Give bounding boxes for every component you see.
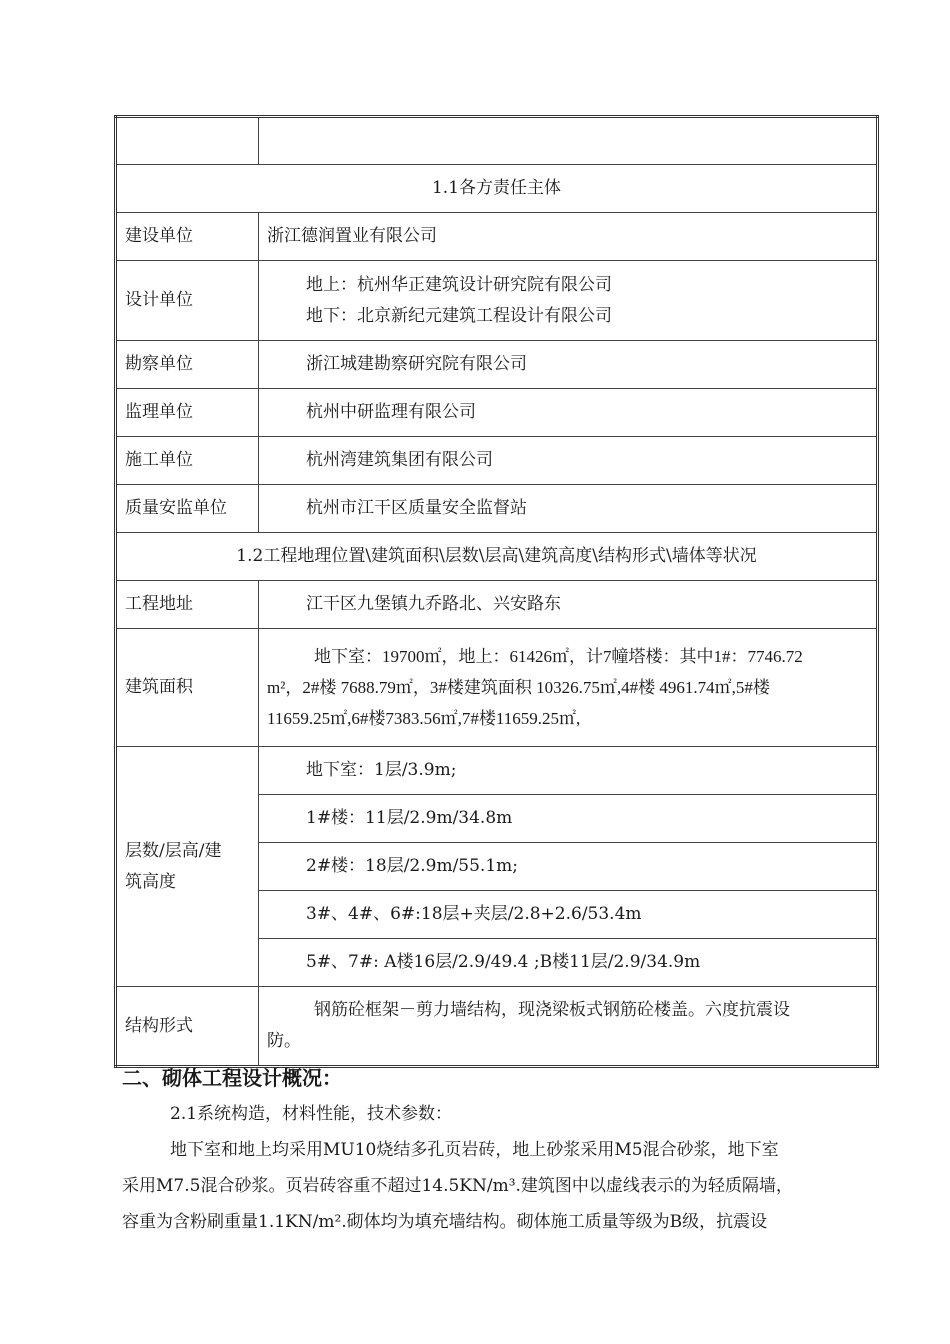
row-value	[259, 987, 878, 1067]
row-label: 监理单位	[116, 389, 259, 437]
row-label: 建筑面积	[116, 629, 259, 747]
blank-cell-left	[116, 117, 259, 165]
floors-label-1: 层数/层高/建	[125, 840, 222, 861]
row-value	[259, 629, 878, 747]
row-label: 结构形式	[116, 987, 259, 1067]
floors-label-2: 筑高度	[125, 871, 176, 892]
section-2-heading: 二、砌体工程设计概况：	[122, 1066, 342, 1090]
para-2-1: 2.1系统构造，材料性能，技术参数：	[170, 1104, 453, 1124]
row-label: 工程地址	[116, 581, 259, 629]
section-1-1-title: 1.1各方责任主体	[116, 165, 878, 213]
body-line-1: 地下室和地上均采用MU10烧结多孔页岩砖，地上砂浆采用M5混合砂浆，地下室	[170, 1140, 779, 1160]
body-line-2: 采用M7.5混合砂浆。页岩砖容重不超过14.5KN/m³.建筑图中以虚线表示的为轻质隔墙，	[122, 1176, 793, 1196]
row-label: 建设单位	[116, 213, 259, 261]
floor-row: 5#、7#: A楼16层/2.9/49.4 ;B楼11层/2.9/34.9m	[259, 939, 878, 987]
row-value: 浙江城建勘察研究院有限公司	[259, 341, 878, 389]
design-below: 地下：北京新纪元建筑工程设计有限公司	[306, 305, 612, 326]
row-value: 浙江德润置业有限公司	[259, 213, 878, 261]
design-above: 地上：杭州华正建筑设计研究院有限公司	[306, 274, 612, 295]
blank-cell-right	[259, 117, 878, 165]
row-value	[259, 261, 878, 341]
floor-row: 2#楼：18层/2.9m/55.1m;	[259, 843, 878, 891]
row-value: 杭州湾建筑集团有限公司	[259, 437, 878, 485]
row-label: 勘察单位	[116, 341, 259, 389]
row-label: 施工单位	[116, 437, 259, 485]
area-line-3: 11659.25㎡,6#楼7383.56㎡,7#楼11659.25㎡,	[267, 709, 581, 728]
structure-line-1: 钢筋砼框架－剪力墙结构，现浇梁板式钢筋砼楼盖。六度抗震设	[314, 1000, 790, 1020]
blank-row	[116, 117, 878, 165]
row-value: 江干区九堡镇九乔路北、兴安路东	[259, 581, 878, 629]
area-line-1: 地下室：19700㎡，地上：61426㎡，计7幢塔楼：其中1#：7746.72	[314, 647, 803, 666]
row-label: 质量安监单位	[116, 485, 259, 533]
area-line-2: m²，2#楼 7688.79㎡，3#楼建筑面积 10326.75㎡,4#楼 4961.74㎡,5#楼	[267, 678, 770, 697]
body-line-3: 容重为含粉刷重量1.1KN/m².砌体均为填充墙结构。砌体施工质量等级为B级，抗震设	[122, 1212, 768, 1232]
row-value: 杭州中研监理有限公司	[259, 389, 878, 437]
section-1-2-title: 1.2工程地理位置\建筑面积\层数\层高\建筑高度\结构形式\墙体等状况	[116, 533, 878, 581]
row-label: 设计单位	[116, 261, 259, 341]
row-value: 杭州市江干区质量安全监督站	[259, 485, 878, 533]
project-info-table	[114, 115, 879, 1068]
floor-row: 3#、4#、6#:18层+夹层/2.8+2.6/53.4m	[259, 891, 878, 939]
row-label	[116, 747, 259, 987]
floor-row: 地下室：1层/3.9m;	[259, 747, 878, 795]
structure-line-2: 防。	[267, 1031, 301, 1051]
floor-row: 1#楼：11层/2.9m/34.8m	[259, 795, 878, 843]
